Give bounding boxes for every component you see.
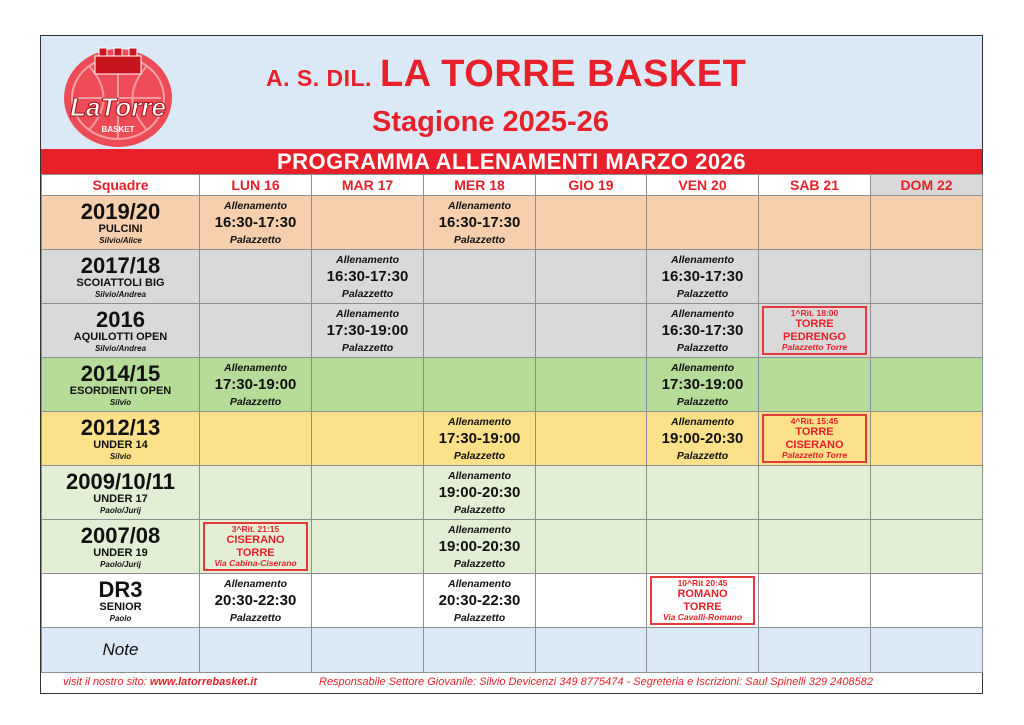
training-time: 19:00-20:30 — [661, 429, 744, 447]
empty-cell — [312, 466, 424, 520]
training-label: Allenamento — [447, 469, 511, 482]
match-box — [762, 306, 867, 355]
training-place: Palazzetto — [676, 395, 729, 408]
training-cell — [424, 466, 536, 520]
column-header-row — [42, 175, 983, 196]
svg-text:BASKET: BASKET — [101, 125, 135, 134]
empty-cell — [200, 412, 312, 466]
column-header-day: GIO 19 — [536, 175, 647, 196]
match-away-team: PEDRENGO — [783, 330, 846, 343]
training-time: 16:30-17:30 — [661, 321, 744, 339]
team-coaches: Silvio/Alice — [99, 235, 142, 245]
team-coaches: Paolo/Jurij — [100, 505, 141, 515]
team-category: PULCINI — [98, 223, 143, 236]
team-row — [42, 304, 983, 358]
training-place: Palazzetto — [453, 503, 506, 516]
team-years: 2017/18 — [80, 252, 161, 278]
notes-cell — [871, 628, 983, 673]
training-place: Palazzetto — [453, 233, 506, 246]
footer — [41, 670, 982, 694]
match-round: 3^Rit. 21:15 — [231, 524, 280, 535]
empty-cell — [647, 196, 759, 250]
team-row — [42, 412, 983, 466]
empty-cell — [312, 574, 424, 628]
training-time: 20:30-22:30 — [214, 591, 297, 609]
match-box — [762, 414, 867, 463]
training-label: Allenamento — [670, 415, 734, 428]
match-cell — [759, 304, 871, 358]
column-header-day: VEN 20 — [647, 175, 759, 196]
team-category: AQUILOTTI OPEN — [73, 331, 168, 344]
training-place: Palazzetto — [676, 287, 729, 300]
team-cell — [42, 250, 200, 304]
notes-label-cell — [42, 628, 200, 673]
match-box — [650, 576, 755, 625]
training-label: Allenamento — [670, 253, 734, 266]
match-cell — [759, 412, 871, 466]
empty-cell — [424, 250, 536, 304]
empty-cell — [871, 358, 983, 412]
training-cell — [424, 574, 536, 628]
training-label: Allenamento — [447, 577, 511, 590]
empty-cell — [200, 250, 312, 304]
training-label: Allenamento — [335, 307, 399, 320]
team-row — [42, 466, 983, 520]
club-name — [266, 53, 746, 96]
match-home-team: CISERANO — [226, 534, 285, 547]
training-cell — [200, 196, 312, 250]
training-place: Palazzetto — [341, 341, 394, 354]
training-time: 19:00-20:30 — [438, 483, 521, 501]
notes-cell — [200, 628, 312, 673]
training-time: 20:30-22:30 — [438, 591, 521, 609]
footer-website — [63, 670, 257, 694]
empty-cell — [312, 358, 424, 412]
team-cell — [42, 358, 200, 412]
match-away-team: CISERANO — [785, 438, 844, 451]
team-category: UNDER 17 — [93, 493, 148, 506]
footer-contacts: Responsabile Settore Giovanile: Silvio Devicenzi 349 8775474 - Segreteria e Iscrizioni: Saul Spinelli 329 2408582 — [319, 676, 874, 688]
match-round: 10^Rit 20:45 — [677, 578, 728, 589]
empty-cell — [536, 520, 647, 574]
team-years: DR3 — [98, 576, 143, 602]
training-cell — [200, 574, 312, 628]
training-time: 17:30-19:00 — [326, 321, 409, 339]
match-venue: Via Cabina-Ciserano — [214, 557, 297, 568]
training-label: Allenamento — [447, 415, 511, 428]
training-cell — [647, 412, 759, 466]
empty-cell — [871, 466, 983, 520]
training-label: Allenamento — [223, 577, 287, 590]
empty-cell — [759, 250, 871, 304]
match-box — [203, 522, 308, 571]
team-years: 2007/08 — [80, 522, 161, 548]
empty-cell — [536, 466, 647, 520]
team-coaches: Silvio/Andrea — [94, 343, 147, 353]
team-coaches: Paolo/Jurij — [100, 559, 141, 569]
empty-cell — [424, 358, 536, 412]
column-header-day: SAB 21 — [759, 175, 871, 196]
match-home-team: TORRE — [795, 318, 834, 331]
team-cell — [42, 574, 200, 628]
empty-cell — [871, 574, 983, 628]
training-label: Allenamento — [670, 307, 734, 320]
training-time: 17:30-19:00 — [438, 429, 521, 447]
column-header-day: MER 18 — [424, 175, 536, 196]
training-time: 16:30-17:30 — [438, 213, 521, 231]
empty-cell — [759, 196, 871, 250]
match-cell — [200, 520, 312, 574]
team-cell — [42, 466, 200, 520]
notes-cell — [536, 628, 647, 673]
empty-cell — [759, 574, 871, 628]
training-label: Allenamento — [670, 361, 734, 374]
training-label: Allenamento — [447, 523, 511, 536]
training-label: Allenamento — [223, 361, 287, 374]
empty-cell — [200, 304, 312, 358]
column-header-day: LUN 16 — [200, 175, 312, 196]
empty-cell — [871, 250, 983, 304]
training-time: 17:30-19:00 — [661, 375, 744, 393]
team-years: 2016 — [96, 306, 145, 332]
training-cell — [200, 358, 312, 412]
team-category: UNDER 19 — [93, 547, 148, 560]
header — [41, 36, 982, 149]
column-header-teams: Squadre — [42, 175, 200, 196]
training-place: Palazzetto — [229, 395, 282, 408]
column-header-day: DOM 22 — [871, 175, 983, 196]
notes-label: Note — [102, 640, 139, 659]
training-schedule-table — [41, 174, 983, 673]
empty-cell — [647, 466, 759, 520]
training-cell — [647, 358, 759, 412]
empty-cell — [536, 304, 647, 358]
match-home-team: ROMANO — [677, 588, 728, 601]
match-cell — [647, 574, 759, 628]
notes-cell — [424, 628, 536, 673]
training-place: Palazzetto — [676, 341, 729, 354]
empty-cell — [871, 520, 983, 574]
team-row — [42, 250, 983, 304]
training-time: 19:00-20:30 — [438, 537, 521, 555]
column-header-day: MAR 17 — [312, 175, 424, 196]
training-cell — [424, 412, 536, 466]
club-prefix: A. S. DIL. — [266, 65, 372, 91]
club-logo — [59, 42, 177, 150]
team-coaches: Silvio — [109, 397, 132, 407]
schedule-sheet — [40, 35, 983, 694]
empty-cell — [871, 196, 983, 250]
training-time: 16:30-17:30 — [326, 267, 409, 285]
training-label: Allenamento — [335, 253, 399, 266]
notes-cell — [759, 628, 871, 673]
empty-cell — [536, 358, 647, 412]
team-years: 2019/20 — [80, 198, 161, 224]
footer-visit-label: visit il nostro sito: — [63, 676, 147, 688]
empty-cell — [536, 574, 647, 628]
club-title: LA TORRE BASKET — [379, 53, 747, 95]
team-cell — [42, 412, 200, 466]
match-round: 1^Rit. 18:00 — [790, 308, 839, 319]
empty-cell — [647, 520, 759, 574]
team-years: 2014/15 — [80, 360, 161, 386]
match-venue: Palazzetto Torre — [781, 341, 848, 352]
match-away-team: TORRE — [236, 546, 275, 559]
empty-cell — [871, 412, 983, 466]
notes-cell — [647, 628, 759, 673]
empty-cell — [759, 358, 871, 412]
empty-cell — [536, 196, 647, 250]
notes-cell — [312, 628, 424, 673]
team-years: 2012/13 — [80, 414, 161, 440]
team-category: ESORDIENTI OPEN — [69, 385, 172, 398]
training-label: Allenamento — [447, 199, 511, 212]
match-home-team: TORRE — [795, 426, 834, 439]
team-cell — [42, 520, 200, 574]
website-link[interactable]: www.latorrebasket.it — [149, 676, 257, 688]
training-cell — [424, 196, 536, 250]
training-place: Palazzetto — [229, 611, 282, 624]
training-label: Allenamento — [223, 199, 287, 212]
team-row — [42, 358, 983, 412]
team-category: UNDER 14 — [93, 439, 148, 452]
training-cell — [647, 250, 759, 304]
empty-cell — [424, 304, 536, 358]
empty-cell — [536, 412, 647, 466]
program-banner: PROGRAMMA ALLENAMENTI MARZO 2026 — [41, 149, 982, 174]
team-cell — [42, 196, 200, 250]
match-away-team: TORRE — [683, 600, 722, 613]
training-time: 17:30-19:00 — [214, 375, 297, 393]
training-place: Palazzetto — [229, 233, 282, 246]
empty-cell — [312, 520, 424, 574]
team-row — [42, 520, 983, 574]
team-cell — [42, 304, 200, 358]
training-cell — [647, 304, 759, 358]
empty-cell — [759, 466, 871, 520]
empty-cell — [200, 466, 312, 520]
team-row — [42, 196, 983, 250]
match-round: 4^Rit. 15:45 — [790, 416, 839, 427]
team-category: SCOIATTOLI BIG — [76, 277, 165, 290]
team-years: 2009/10/11 — [66, 468, 175, 494]
match-venue: Palazzetto Torre — [781, 449, 848, 460]
team-coaches: Paolo — [109, 613, 132, 623]
training-cell — [424, 520, 536, 574]
team-row — [42, 574, 983, 628]
training-place: Palazzetto — [453, 557, 506, 570]
training-time: 16:30-17:30 — [214, 213, 297, 231]
training-place: Palazzetto — [453, 611, 506, 624]
team-coaches: Silvio/Andrea — [94, 289, 147, 299]
training-place: Palazzetto — [341, 287, 394, 300]
training-place: Palazzetto — [453, 449, 506, 462]
svg-text:LaTorre: LaTorre — [70, 92, 166, 122]
training-cell — [312, 250, 424, 304]
empty-cell — [871, 304, 983, 358]
notes-row — [42, 628, 983, 673]
team-coaches: Silvio — [109, 451, 132, 461]
match-venue: Via Cavalli-Romano — [662, 611, 743, 622]
empty-cell — [312, 412, 424, 466]
empty-cell — [536, 250, 647, 304]
training-time: 16:30-17:30 — [661, 267, 744, 285]
season-label: Stagione 2025-26 — [372, 106, 609, 138]
training-cell — [312, 304, 424, 358]
team-category: SENIOR — [99, 601, 142, 614]
empty-cell — [759, 520, 871, 574]
empty-cell — [312, 196, 424, 250]
training-place: Palazzetto — [676, 449, 729, 462]
